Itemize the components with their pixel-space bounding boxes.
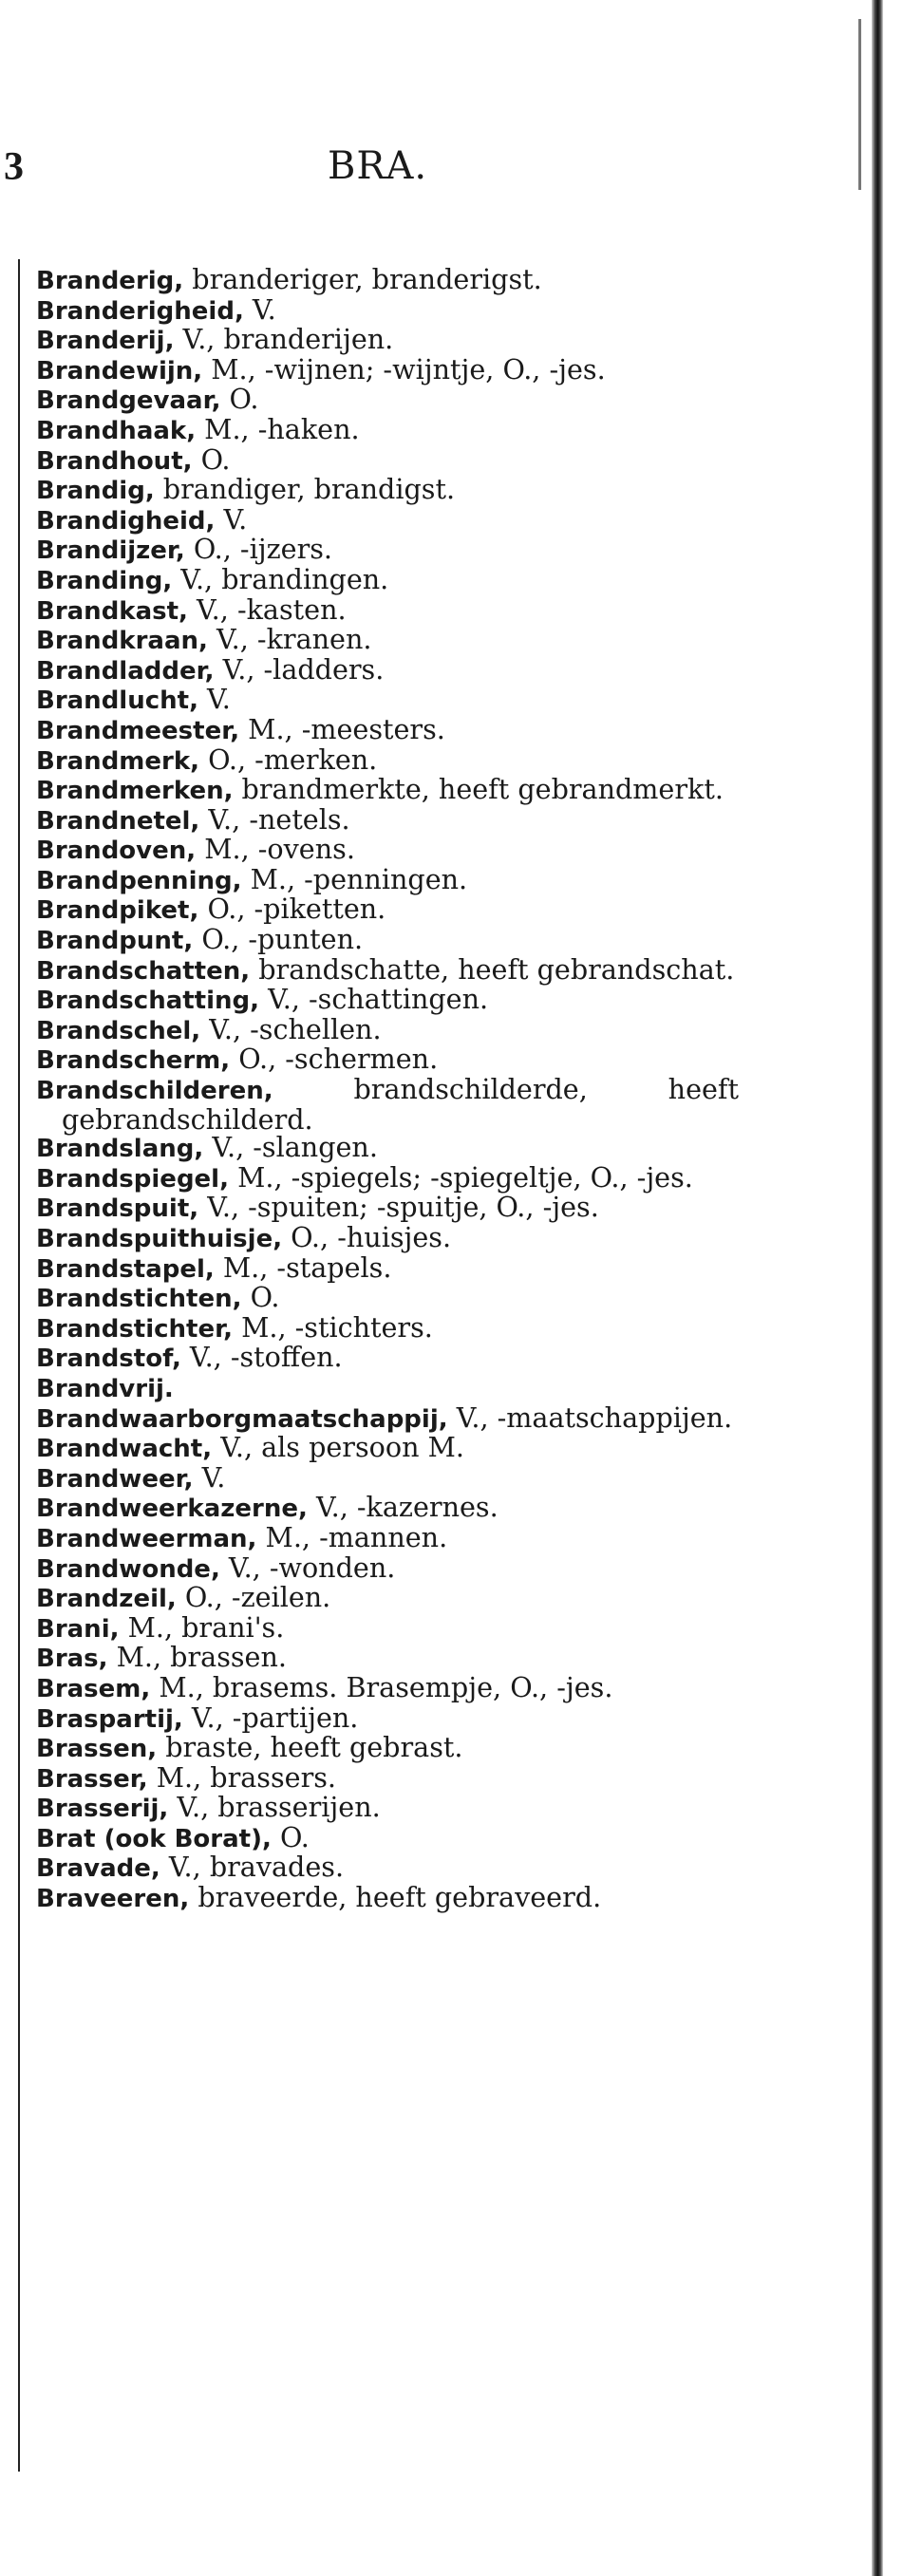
entry-headword: Brat (ook Borat),: [36, 1824, 272, 1853]
entry-headword: Brandgevaar,: [36, 386, 221, 416]
entry-headword: Brandhout,: [36, 446, 193, 476]
entry-definition: V., -partijen.: [182, 1701, 359, 1734]
entry-definition: M., -mannen.: [256, 1520, 448, 1553]
entry-definition: V., bravades.: [160, 1851, 345, 1884]
entry-definition: O.: [271, 1820, 310, 1853]
entry-headword: Brandmeester,: [36, 716, 240, 745]
dictionary-entry: [36, 1431, 739, 1464]
entry-definition: V., -slangen.: [203, 1131, 378, 1164]
entry-definition: V., -kazernes.: [307, 1491, 499, 1524]
dictionary-entry: [36, 323, 739, 356]
dictionary-entry-list: [36, 263, 739, 1914]
entry-definition: V., brandingen.: [172, 562, 389, 595]
entry-headword: Brandijzer,: [36, 536, 185, 566]
entry-headword: Branderij,: [36, 327, 175, 356]
dictionary-entry: [36, 802, 739, 837]
entry-headword: Brasem,: [36, 1674, 151, 1703]
dictionary-entry: [36, 1341, 739, 1374]
dictionary-entry: [36, 1881, 739, 1914]
entry-definition: braveerde, heeft gebraveerd.: [189, 1881, 602, 1914]
dictionary-entry: [36, 923, 739, 956]
dictionary-entry: [36, 1853, 739, 1884]
dictionary-entry: [36, 773, 739, 806]
dictionary-entry: [36, 1073, 739, 1136]
entry-headword: Brandig,: [36, 477, 155, 506]
entry-definition: O., -punten.: [193, 923, 364, 956]
entry-definition: V., -wonden.: [219, 1551, 396, 1584]
dictionary-entry: [36, 1610, 739, 1645]
entry-headword: Brandkast,: [36, 596, 188, 626]
entry-definition: brandschilderde, heeft gebrandschilderd.: [62, 1073, 739, 1136]
entry-headword: Brandschel,: [36, 1016, 201, 1045]
dictionary-entry: [36, 743, 739, 777]
entry-definition: M., -haken.: [196, 412, 360, 445]
dictionary-entry: [36, 1520, 739, 1554]
entry-definition: O.: [192, 442, 231, 476]
entry-definition: V., -schellen.: [200, 1012, 382, 1045]
dictionary-entry: [36, 1731, 739, 1764]
entry-definition: M., brassen.: [107, 1641, 287, 1674]
dictionary-entry: [36, 1012, 739, 1046]
entry-headword: Brandstichter,: [36, 1314, 233, 1344]
dictionary-entry: [36, 1670, 739, 1704]
entry-definition: brandmerkte, heeft gebrandmerkt.: [233, 773, 724, 806]
entry-definition: brandiger, brandigst.: [154, 473, 456, 506]
entry-headword: Brandewijn,: [36, 356, 203, 385]
entry-definition: O., -huisjes.: [282, 1221, 452, 1253]
entry-definition: O., -ijzers.: [184, 533, 332, 566]
entry-headword: Brandspuit,: [36, 1194, 199, 1224]
dictionary-entry: [36, 562, 739, 596]
entry-headword: Bravade,: [36, 1854, 160, 1884]
dictionary-entry: [36, 1374, 739, 1404]
entry-headword: Brandstof,: [36, 1344, 181, 1374]
entry-headword: Braveeren,: [36, 1885, 190, 1914]
entry-definition: branderiger, branderigst.: [183, 263, 542, 295]
dictionary-entry: [36, 592, 739, 627]
entry-headword: Brandhaak,: [36, 416, 197, 445]
entry-definition: V.: [193, 1460, 226, 1494]
dictionary-entry: [36, 1191, 739, 1224]
entry-definition: V., -maatschappijen.: [447, 1401, 733, 1434]
entry-definition: M., -ovens.: [196, 833, 355, 866]
dictionary-entry: [36, 712, 739, 746]
dictionary-entry: [36, 1581, 739, 1614]
entry-headword: Brandweerman,: [36, 1524, 257, 1553]
entry-headword: Brandoven,: [36, 837, 197, 866]
entry-headword: Brandzeil,: [36, 1585, 177, 1614]
dictionary-entry: [36, 533, 739, 566]
entry-definition: M., -meesters.: [239, 712, 445, 745]
entry-definition: V., brasserijen.: [168, 1791, 381, 1824]
entry-headword: Brandkraan,: [36, 627, 208, 656]
running-head: BRA.: [328, 144, 428, 188]
entry-definition: O., -zeilen.: [176, 1581, 331, 1614]
entry-definition: O.: [220, 383, 259, 416]
entry-headword: Brandstapel,: [36, 1254, 215, 1284]
page-number: 3: [4, 145, 24, 189]
dictionary-entry: [36, 833, 739, 866]
dictionary-entry: [36, 292, 739, 327]
dictionary-entry: [36, 1281, 739, 1314]
entry-definition: brandschatte, heeft gebrandschat.: [250, 952, 735, 986]
entry-headword: Brandwonde,: [36, 1554, 220, 1584]
entry-headword: Branderig,: [36, 267, 184, 295]
entry-definition: M., -penningen.: [241, 862, 468, 895]
dictionary-entry: [36, 1310, 739, 1344]
entry-headword: Brandschilderen,: [36, 1077, 273, 1106]
dictionary-entry: [36, 1491, 739, 1524]
entry-headword: Brandslang,: [36, 1135, 204, 1164]
entry-definition: M., -stapels.: [214, 1250, 392, 1284]
entry-headword: Brandlucht,: [36, 686, 198, 716]
entry-definition: V.: [198, 683, 231, 716]
entry-headword: Braspartij,: [36, 1704, 183, 1734]
entry-definition: V., -kasten.: [187, 592, 347, 626]
dictionary-entry: [36, 1820, 739, 1854]
entry-definition: M., brasems. Brasempje, O., -jes.: [150, 1670, 613, 1703]
dictionary-entry: [36, 1160, 739, 1194]
entry-definition: M., -wijnen; -wijntje, O., -jes.: [202, 352, 606, 385]
dictionary-entry: [36, 952, 739, 987]
book-spine-edge: [872, 0, 883, 2576]
entry-headword: Brandweerkazerne,: [36, 1495, 308, 1524]
dictionary-entry: [36, 895, 739, 926]
dictionary-entry: [36, 1460, 739, 1495]
scan-mark: [858, 19, 861, 190]
entry-headword: Brandpiket,: [36, 896, 199, 926]
entry-headword: Brassen,: [36, 1735, 158, 1764]
dictionary-entry: [36, 263, 739, 296]
entry-headword: Brandweer,: [36, 1464, 194, 1494]
entry-headword: Brandvrij.: [36, 1374, 174, 1403]
dictionary-entry: [36, 352, 739, 386]
entry-definition: V., -ladders.: [214, 652, 385, 686]
dictionary-entry: [36, 623, 739, 656]
entry-definition: M., -spiegels; -spiegeltje, O., -jes.: [228, 1160, 693, 1194]
dictionary-entry: [36, 1791, 739, 1824]
entry-definition: V., branderijen.: [174, 323, 394, 356]
entry-headword: Brasser,: [36, 1764, 148, 1794]
dictionary-entry: [36, 683, 739, 716]
entry-definition: V., -schattingen.: [259, 983, 489, 1016]
entry-headword: Brandnetel,: [36, 806, 200, 836]
entry-definition: O., -piketten.: [198, 893, 386, 926]
dictionary-entry: [36, 1701, 739, 1735]
dictionary-entry: [36, 1551, 739, 1585]
entry-definition: V., -netels.: [199, 802, 350, 836]
entry-headword: Brani,: [36, 1614, 120, 1644]
dictionary-entry: [36, 983, 739, 1016]
entry-headword: Brandwacht,: [36, 1435, 213, 1464]
entry-definition: O.: [241, 1281, 280, 1314]
column-rule: [18, 259, 20, 2472]
entry-headword: Branderigheid,: [36, 296, 244, 326]
entry-headword: Brasserij,: [36, 1795, 169, 1824]
entry-headword: Brandpenning,: [36, 866, 242, 895]
entry-definition: V.: [215, 502, 248, 536]
entry-headword: Brandigheid,: [36, 506, 216, 536]
entry-headword: Branding,: [36, 566, 173, 595]
entry-headword: Brandspiegel,: [36, 1164, 229, 1194]
dictionary-entry: [36, 1641, 739, 1674]
entry-definition: M., brani's.: [119, 1610, 285, 1644]
entry-headword: Brandmerk,: [36, 746, 200, 776]
dictionary-entry: [36, 442, 739, 477]
dictionary-entry: [36, 1045, 739, 1076]
dictionary-entry: [36, 502, 739, 536]
entry-definition: V., -spuiten; -spuitje, O., -jes.: [198, 1191, 599, 1224]
dictionary-entry: [36, 862, 739, 896]
dictionary-entry: [36, 1401, 739, 1435]
entry-headword: Brandschatten,: [36, 956, 251, 986]
entry-headword: Brandstichten,: [36, 1285, 242, 1314]
entry-definition: braste, heeft gebrast.: [157, 1731, 463, 1764]
entry-headword: Brandladder,: [36, 656, 215, 686]
entry-definition: V.: [243, 292, 276, 326]
entry-definition: O., -schermen.: [230, 1043, 439, 1076]
dictionary-entry: [36, 385, 739, 416]
entry-definition: M., -stichters.: [232, 1310, 433, 1344]
entry-headword: Brandscherm,: [36, 1046, 231, 1076]
entry-definition: O., -merken.: [199, 743, 378, 776]
entry-headword: Brandpunt,: [36, 927, 194, 956]
entry-headword: Bras,: [36, 1645, 108, 1674]
dictionary-entry: [36, 412, 739, 446]
entry-definition: V., -kranen.: [207, 623, 372, 656]
dictionary-entry: [36, 1250, 739, 1285]
dictionary-entry: [36, 1760, 739, 1795]
entry-definition: V., als persoon M.: [212, 1431, 464, 1464]
dictionary-entry: [36, 1221, 739, 1254]
entry-definition: M., brassers.: [147, 1760, 337, 1794]
entry-headword: Brandschatting,: [36, 987, 260, 1016]
entry-headword: Brandmerken,: [36, 777, 234, 806]
dictionary-entry: [36, 652, 739, 686]
entry-definition: V., -stoffen.: [180, 1341, 343, 1374]
entry-headword: Brandwaarborgmaatschappij,: [36, 1404, 448, 1434]
dictionary-entry: [36, 473, 739, 506]
dictionary-entry: [36, 1131, 739, 1164]
entry-headword: Brandspuithuisje,: [36, 1225, 283, 1253]
